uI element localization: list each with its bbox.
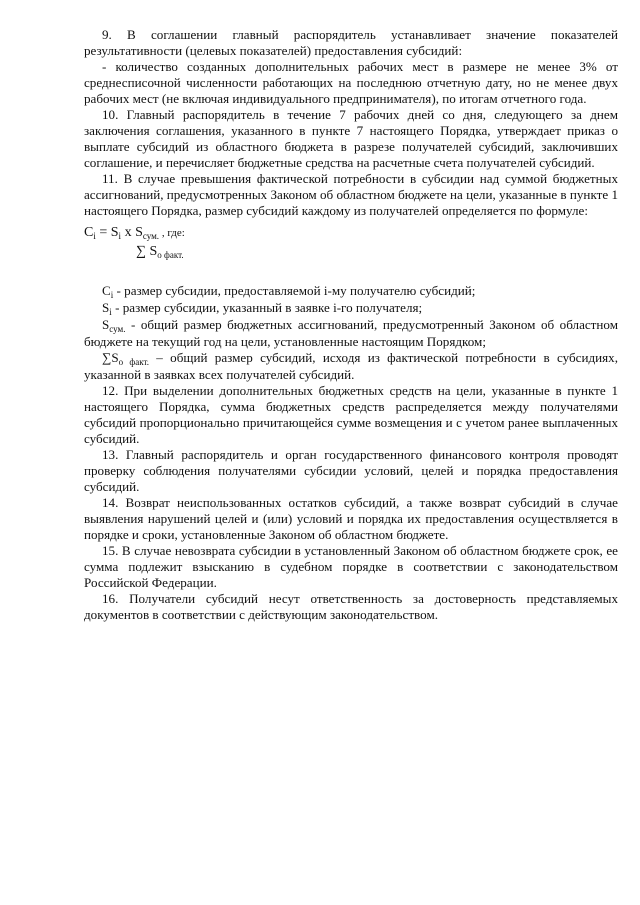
definition-ssum: $S_{сум.}$ - общий размер бюджетных ассигнований, предусмотренный Законом об областном бюджете на текущий год на цели, установленные настоящим Порядком; xyxy=(84,317,618,349)
formula-denominator: ∑ $S_{о факт.}$ xyxy=(136,244,184,260)
subsidy-formula xyxy=(84,225,618,269)
paragraph-12: 12. При выделении дополнительных бюджетных средств на цели, указанные в пункте 1 настоящего Порядка, сумма бюджетных средств распределяется между получателями субсидий пропорционально причитающейся сумме возмещения и с учетом ранее выплаченных субсидий. xyxy=(84,383,618,446)
paragraph-9-item: - количество созданных дополнительных рабочих мест в размере не менее 3% от среднесписочной численности работающих на последнюю отчетную дату, но не менее двух рабочих мест (не включая индивидуального предпринимателя), по итогам отчетного года. xyxy=(84,59,618,106)
paragraph-14: 14. Возврат неиспользованных остатков субсидий, а также возврат субсидий в случае выявления нарушений целей и (или) условий и порядка их предоставления осуществляется в порядке и сроки, установленные Законом об областном бюджете. xyxy=(84,495,618,542)
definition-si: $S_i$ - размер субсидии, указанный в заявке i-го получателя; xyxy=(102,300,423,317)
formula-numerator: $C_i = S_i$ x $S_{сум.}$ , где: xyxy=(84,225,185,241)
paragraph-16: 16. Получатели субсидий несут ответственность за достоверность представляемых документов в соответствии с действующим законодательством. xyxy=(84,591,618,622)
paragraph-10: 10. Главный распорядитель в течение 7 рабочих дней со дня, следующего за днем заключения соглашения, указанного в пункте 7 настоящего Порядка, утверждает приказ о выплате субсидий из областного бюджета в разрезе получателей субсидий, заключивших соглашение, и перечисляет бюджетные средства на расчетные счета получателей субсидий. xyxy=(84,107,618,170)
paragraph-15: 15. В случае невозврата субсидии в установленный Законом об областном бюджете срок, ее сумма подлежит взысканию в судебном порядке в соответствии с законодательством Российской Федерации. xyxy=(84,543,618,590)
definition-ci: $C_i$ - размер субсидии, предоставляемой i-му получателю субсидий; xyxy=(102,283,476,300)
definition-sfact: $\sum S_{о факт.}$ – общий размер субсидий, исходя из фактической потребности в субсидиях, указанной в заявках всех получателей субсидий. xyxy=(84,350,618,382)
paragraph-13: 13. Главный распорядитель и орган государственного финансового контроля проводят проверку соблюдения получателями субсидии условий, целей и порядка предоставления субсидий. xyxy=(84,447,618,494)
paragraph-9-intro: 9. В соглашении главный распорядитель устанавливает значение показателей результативности (целевых показателей) предоставления субсидий: xyxy=(84,27,618,58)
paragraph-11: 11. В случае превышения фактической потребности в субсидии над суммой бюджетных ассигнований, предусмотренных Законом об областном бюджете на цели, указанные в пункте 1 настоящего Порядка, размер субсидий каждому из получателей определяется по формуле: xyxy=(84,171,618,218)
